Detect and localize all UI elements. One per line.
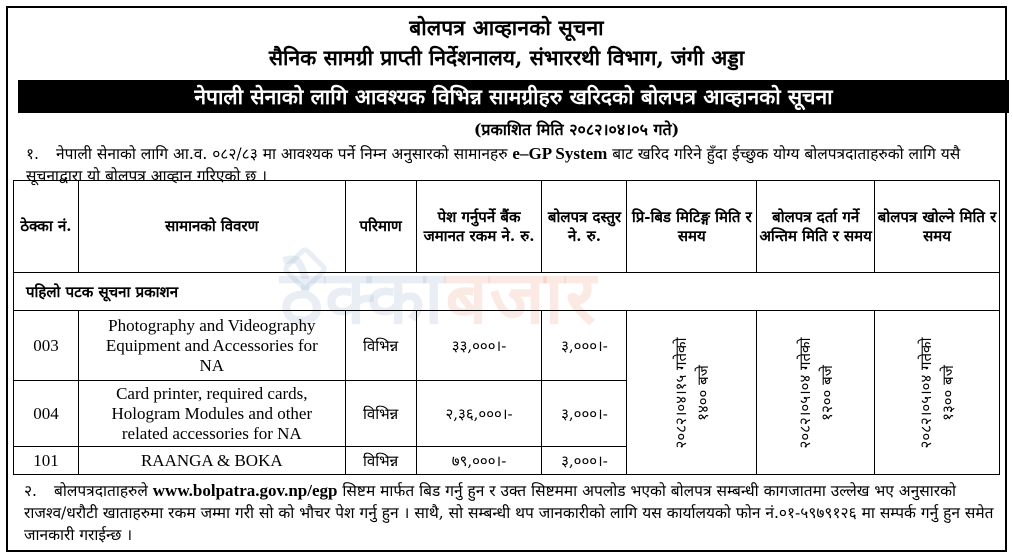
paragraph-text: बाट खरिद गरिने हुँदा ईच्छुक योग्य बोलपत्रदाताहरुको लागि यसै सूचनाद्वारा यो बोलपत्र आव्हान गरिएको छ ।	[26, 145, 961, 185]
cell-fee: ३,०००।-	[542, 381, 627, 447]
bolpatra-url-link[interactable]: www.bolpatra.gov.np/egp	[152, 481, 338, 500]
cell-fee: ३,०००।-	[542, 311, 627, 381]
published-date: (प्रकाशित मिति २०८२।०४।०५ गते)	[473, 120, 680, 139]
cell-guarantee: ७९,०००।-	[416, 447, 542, 475]
cell-fee: ३,०००।-	[542, 447, 627, 475]
section-row	[14, 273, 1000, 311]
paragraph-text: सिष्टम मार्फत बिड गर्नु हुन र उक्त सिष्टममा अपलोड भएको बोलपत्र सम्बन्धी कागजातमा उल्लेख भए अनुसारको राजश्व/धरौटी खाताहरुमा रकम जम्मा गरी सो को भौचर पेश गर्नु हुन । साथै, सो सम्बन्धी थप जानकारीको लागि यस कार्यालयको फोन नं.०१-५९७९१२६ मा सम्पर्क गर्नु हुन समेत जानकारी गराईन्छ ।	[24, 482, 994, 544]
table-header-row	[14, 181, 1000, 273]
notice-banner: नेपाली सेनाको लागि आवश्यक विभिन्न सामग्रीहरु खरिदको बोलपत्र आव्हानको सूचना	[18, 80, 1009, 113]
cell-contract-no: 004	[14, 381, 79, 447]
tender-table	[13, 180, 1000, 475]
paragraph-2	[24, 480, 999, 546]
cell-deadline-datetime	[757, 311, 875, 475]
watermark: ठेक्काबजार	[280, 255, 598, 341]
cell-guarantee: २,३६,०००।-	[416, 381, 542, 447]
cell-guarantee: ३३,०००।-	[416, 311, 542, 381]
prebid-datetime: २०८२।०४।१५ गतेको १४०० बजे	[671, 337, 712, 448]
paragraph-text: बोलपत्रदाताहरुले	[54, 482, 148, 500]
col-contract-no: ठेक्का नं.	[14, 181, 79, 273]
col-quantity: परिमाण	[345, 181, 416, 273]
cell-contract-no: 003	[14, 311, 79, 381]
opening-datetime: २०८२।०५।०४ गतेको १३०० बजे	[917, 337, 958, 448]
section-label: पहिलो पटक सूचना प्रकाशन	[14, 273, 1000, 311]
paragraph-number: १.	[26, 145, 39, 163]
cell-description: Photography and Videography Equipment and Accessories for NA	[78, 311, 345, 381]
cell-description: Card printer, required cards, Hologram Modules and other related accessories for NA	[78, 381, 345, 447]
col-deadline: बोलपत्र दर्ता गर्ने अन्तिम मिति र समय	[757, 181, 875, 273]
col-bank-guarantee: पेश गर्नुपर्ने बैंक जमानत रकम ने. रु.	[416, 181, 542, 273]
directorate-name: सैनिक सामग्री प्राप्ती निर्देशनालय, संभाररथी विभाग, जंगी अड्डा	[268, 45, 745, 70]
cell-quantity: विभिन्न	[345, 447, 416, 475]
cell-contract-no: 101	[14, 447, 79, 475]
cell-prebid-datetime	[627, 311, 757, 475]
cell-quantity: विभिन्न	[345, 381, 416, 447]
col-opening: बोलपत्र खोल्ने मिति र समय	[875, 181, 1000, 273]
deadline-datetime: २०८२।०५।०४ गतेको १२०० बजे	[795, 337, 836, 448]
notice-title: बोलपत्र आव्हानको सूचना	[409, 15, 604, 40]
cell-quantity: विभिन्न	[345, 311, 416, 381]
egp-system-label: e–GP System	[512, 144, 608, 163]
table-row	[14, 311, 1000, 381]
paragraph-text: नेपाली सेनाको लागि आ.व. ०८२/८३ मा आवश्यक पर्ने निम्न अनुसारको सामानहरु	[56, 145, 508, 163]
cell-opening-datetime	[875, 311, 1000, 475]
col-prebid: प्रि-बिड मिटिङ्ग मिति र समय	[627, 181, 757, 273]
col-fee: बोलपत्र दस्तुर ने. रु.	[542, 181, 627, 273]
col-description: सामानको विवरण	[78, 181, 345, 273]
paragraph-number: २.	[24, 482, 37, 500]
cell-description: RAANGA & BOKA	[78, 447, 345, 475]
